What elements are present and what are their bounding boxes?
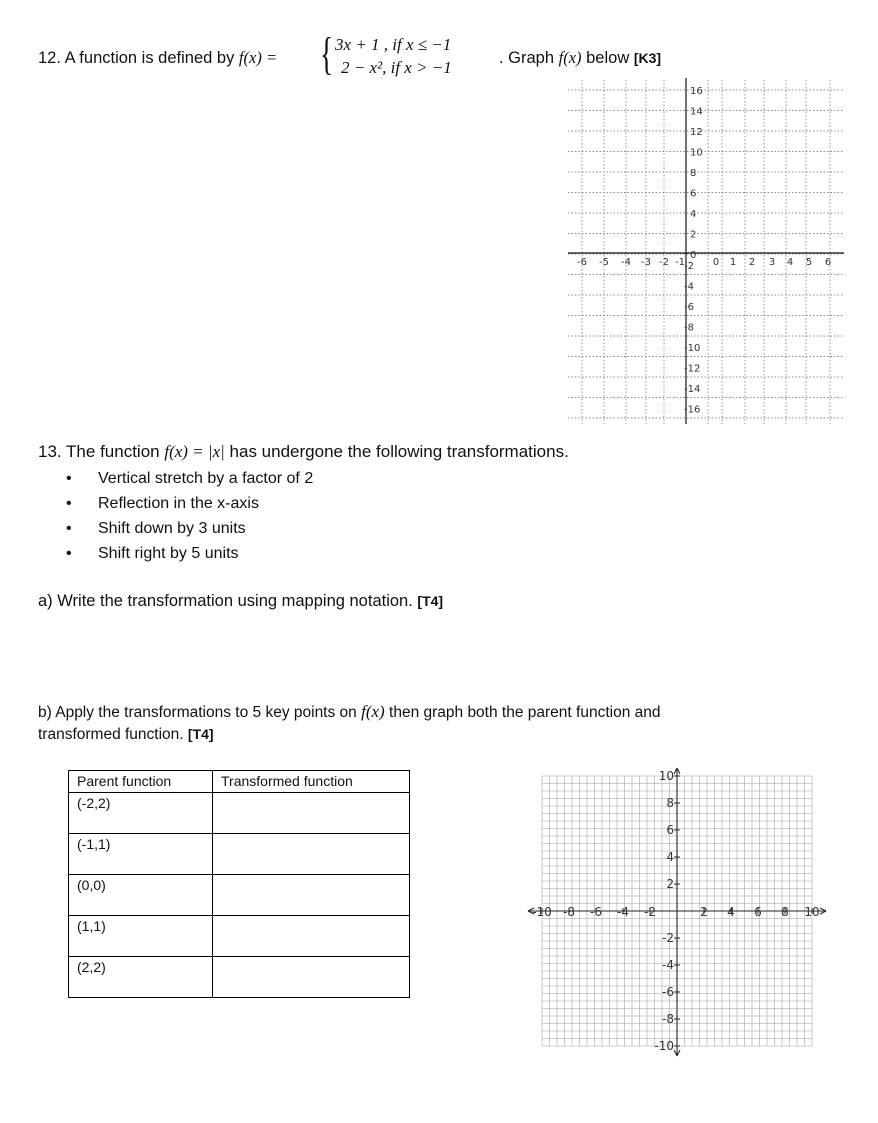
q12-prompt-start: A function is defined by (64, 49, 235, 67)
y-tick-label: 6 (666, 823, 674, 837)
y-tick-label: -4 (662, 958, 674, 972)
y-tick-label: 2 (690, 229, 697, 241)
q12-prompt (38, 48, 277, 68)
transformed-point-cell[interactable] (213, 793, 410, 834)
y-tick-label: -2 (684, 261, 694, 272)
y-tick-label: -10 (684, 343, 701, 354)
y-tick-label: -4 (684, 281, 694, 293)
q12-piecewise (335, 33, 452, 79)
transformed-point-cell[interactable] (213, 834, 410, 875)
table-row (69, 834, 410, 875)
x-tick-label: 0 (712, 257, 720, 268)
x-tick-label: 2 (748, 257, 756, 268)
q13-intro-pre: 13. The function (38, 442, 160, 461)
list-item: • Reflection in the x-axis (66, 491, 313, 516)
q12-case-2: 2 − x², if x > −1 (341, 58, 452, 77)
x-tick-label: -2 (644, 905, 656, 919)
parent-point-cell: (-1,1) (69, 834, 213, 875)
q13-part-a-mark: [T4] (417, 593, 444, 609)
y-tick-label: -8 (684, 322, 694, 334)
transformed-point-cell[interactable] (213, 916, 410, 957)
y-tick-label: -12 (684, 363, 701, 375)
x-tick-label: -4 (617, 905, 629, 919)
q13-part-b-fx: f(x) (361, 702, 385, 721)
y-tick-label: 0 (690, 250, 697, 261)
table-header-transformed: Transformed function (213, 771, 410, 793)
x-tick-label: -1 (675, 257, 685, 268)
x-tick-label: 6 (754, 905, 762, 919)
q13-part-b-line2-text: transformed function. (38, 726, 184, 743)
q13-part-a-text: a) Write the transformation using mapping notation. (38, 592, 413, 610)
parent-point-cell: (2,2) (69, 957, 213, 998)
y-tick-label: 4 (666, 850, 674, 864)
q12-coordinate-grid[interactable] (560, 76, 850, 430)
q12-case-1: 3x + 1 , if x ≤ −1 (335, 35, 452, 54)
x-tick-label: 1 (729, 257, 737, 268)
q12-brace: { (320, 28, 334, 79)
parent-point-cell: (-2,2) (69, 793, 213, 834)
q12-prompt-end (499, 48, 661, 68)
table-row (69, 793, 410, 834)
bullet-icon: • (66, 520, 72, 537)
q13-part-b-text: b) Apply the transformations to 5 key points on (38, 704, 357, 721)
q13-intro-post: has undergone the following transformations. (229, 442, 569, 461)
list-item: • Shift down by 3 units (66, 516, 313, 541)
x-tick-label: 4 (786, 257, 794, 268)
y-tick-label: 14 (690, 106, 703, 118)
q13-coordinate-grid[interactable] (520, 766, 830, 1060)
y-tick-label: 6 (690, 188, 697, 200)
x-tick-label: 2 (700, 905, 708, 919)
x-tick-label: -8 (563, 905, 575, 919)
list-item: • Vertical stretch by a factor of 2 (66, 466, 313, 491)
x-tick-label: 4 (727, 905, 735, 919)
q13-transformations-list (66, 466, 313, 566)
y-tick-label: -10 (654, 1039, 674, 1053)
x-tick-label: -2 (659, 257, 669, 268)
transformed-point-cell[interactable] (213, 957, 410, 998)
y-tick-label: -8 (662, 1012, 674, 1026)
transformation-table (68, 770, 410, 998)
y-tick-label: 16 (690, 86, 703, 97)
y-tick-label: 10 (690, 147, 703, 159)
q13-intro (38, 442, 569, 462)
transformed-point-cell[interactable] (213, 875, 410, 916)
q12-function-lhs: f(x) = (238, 48, 278, 67)
parent-point-cell: (1,1) (69, 916, 213, 957)
table-row (69, 916, 410, 957)
x-tick-label: -10 (532, 905, 552, 919)
y-tick-label: -2 (662, 931, 674, 945)
y-tick-label: 12 (690, 127, 703, 138)
x-tick-label: -4 (621, 257, 631, 268)
x-tick-label: -5 (599, 257, 609, 268)
y-tick-label: 8 (666, 796, 674, 810)
q12-graph-fx: f(x) (558, 48, 582, 67)
y-tick-label: 8 (690, 168, 697, 179)
q12-mark: [K3] (633, 50, 662, 66)
q12-number: 12. (38, 49, 61, 67)
y-tick-label: 4 (690, 209, 697, 220)
x-tick-label: 3 (768, 257, 776, 268)
q13-part-a (38, 592, 443, 611)
parent-point-cell: (0,0) (69, 875, 213, 916)
y-tick-label: -6 (662, 985, 674, 999)
q13-intro-fx: f(x) = |x| (164, 442, 225, 461)
x-tick-label: 10 (804, 905, 820, 919)
x-tick-label: -6 (590, 905, 602, 919)
x-tick-label: 8 (781, 905, 789, 919)
q12-prompt-end-text: . Graph (499, 49, 555, 67)
q12-below: below (586, 49, 630, 67)
table-header-row (69, 771, 410, 793)
bullet-icon: • (66, 470, 72, 487)
table-row (69, 875, 410, 916)
table-header-parent: Parent function (69, 771, 213, 793)
x-tick-label: 6 (824, 257, 832, 268)
bullet-icon: • (66, 495, 72, 512)
y-tick-label: -14 (684, 384, 701, 395)
q13-part-b-mark: [T4] (187, 726, 214, 742)
y-tick-label: 2 (666, 877, 674, 891)
q13-part-b-line2 (38, 726, 214, 744)
y-tick-label: -6 (684, 302, 694, 313)
bullet-icon: • (66, 545, 72, 562)
y-tick-label: 10 (658, 769, 674, 783)
x-tick-label: -6 (577, 257, 587, 268)
list-item: • Shift right by 5 units (66, 541, 313, 566)
table-row (69, 957, 410, 998)
x-tick-label: 5 (805, 257, 813, 268)
q13-part-b (38, 702, 660, 722)
q12-tick-labels (577, 86, 831, 416)
q13-part-b-text-post: then graph both the parent function and (389, 704, 661, 721)
q12-grid-lines (568, 80, 844, 424)
q12-axes (568, 78, 844, 424)
y-tick-label: -16 (684, 404, 701, 416)
x-tick-label: -3 (641, 257, 651, 268)
